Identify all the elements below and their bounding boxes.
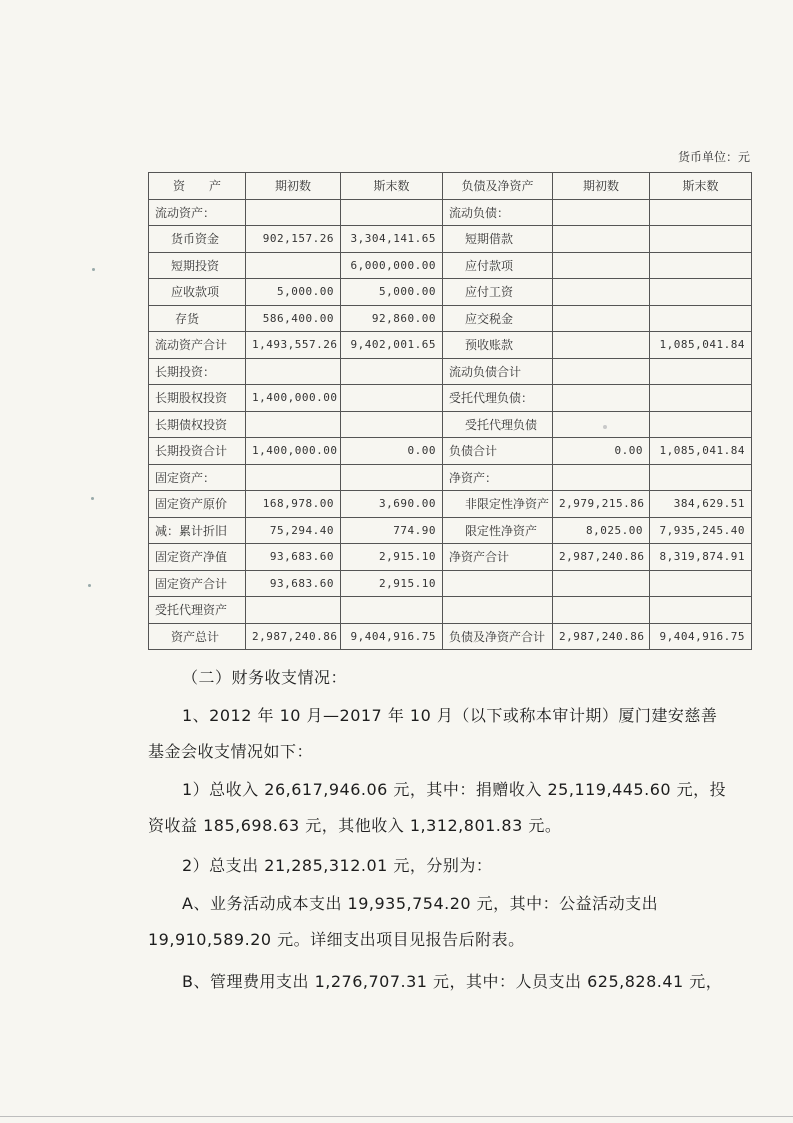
table-cell xyxy=(553,464,650,491)
header-opening: 期初数 xyxy=(246,173,341,200)
table-cell xyxy=(246,411,341,438)
table-row xyxy=(149,226,752,253)
table-cell: 902,157.26 xyxy=(246,226,341,253)
table-cell: 1,400,000.00 xyxy=(246,438,341,465)
table-cell: 固定资产净值 xyxy=(149,544,246,571)
table-row xyxy=(149,279,752,306)
table-cell xyxy=(650,358,752,385)
scan-speck xyxy=(603,425,607,429)
table-cell: 0.00 xyxy=(341,438,443,465)
table-cell xyxy=(246,252,341,279)
table-row xyxy=(149,199,752,226)
table-cell xyxy=(650,411,752,438)
paragraph-4 xyxy=(148,886,754,958)
paragraph-line: 2）总支出 21,285,312.01 元，分别为： xyxy=(182,856,493,875)
table-cell xyxy=(553,199,650,226)
table-cell: 受托代理负债： xyxy=(443,385,553,412)
table-cell: 1,085,041.84 xyxy=(650,438,752,465)
table-cell: 8,319,874.91 xyxy=(650,544,752,571)
table-cell: 短期借款 xyxy=(443,226,553,253)
table-cell: 5,000.00 xyxy=(341,279,443,306)
table-cell xyxy=(341,464,443,491)
table-row xyxy=(149,438,752,465)
table-cell: 7,935,245.40 xyxy=(650,517,752,544)
table-cell: 应付工资 xyxy=(443,279,553,306)
table-cell: 负债合计 xyxy=(443,438,553,465)
table-cell: 586,400.00 xyxy=(246,305,341,332)
table-cell: 应付款项 xyxy=(443,252,553,279)
paragraph-3 xyxy=(148,848,754,884)
table-cell xyxy=(341,411,443,438)
table-cell: 受托代理负债 xyxy=(443,411,553,438)
table-cell xyxy=(553,279,650,306)
table-row xyxy=(149,411,752,438)
table-cell: 流动资产合计 xyxy=(149,332,246,359)
table-cell xyxy=(246,464,341,491)
scan-edge-line xyxy=(0,1116,793,1117)
table-cell: 短期投资 xyxy=(149,252,246,279)
table-cell: 1,085,041.84 xyxy=(650,332,752,359)
table-cell: 非限定性净资产 xyxy=(443,491,553,518)
table-cell xyxy=(341,597,443,624)
table-cell xyxy=(443,570,553,597)
table-cell xyxy=(553,252,650,279)
header-assets: 资 产 xyxy=(149,173,246,200)
paragraph-1 xyxy=(148,698,754,770)
scan-speck xyxy=(88,584,91,587)
table-cell: 预收账款 xyxy=(443,332,553,359)
table-cell: 净资产： xyxy=(443,464,553,491)
table-cell: 长期债权投资 xyxy=(149,411,246,438)
table-cell: 2,987,240.86 xyxy=(246,623,341,650)
table-cell: 负债及净资产合计 xyxy=(443,623,553,650)
paragraph-line: 1、2012 年 10 月—2017 年 10 月（以下或称本审计期）厦门建安慈善 xyxy=(182,706,718,725)
table-cell xyxy=(650,279,752,306)
table-row xyxy=(149,305,752,332)
paragraph-5 xyxy=(148,964,754,1000)
table-cell: 净资产合计 xyxy=(443,544,553,571)
table-cell xyxy=(553,358,650,385)
table-cell xyxy=(650,385,752,412)
table-cell: 93,683.60 xyxy=(246,544,341,571)
table-cell: 存货 xyxy=(149,305,246,332)
paragraph-2 xyxy=(148,772,754,844)
table-cell: 3,304,141.65 xyxy=(341,226,443,253)
table-cell xyxy=(650,252,752,279)
table-cell xyxy=(650,464,752,491)
paragraph-line: A、业务活动成本支出 19,935,754.20 元，其中：公益活动支出 xyxy=(182,894,659,913)
table-cell xyxy=(650,597,752,624)
table-row xyxy=(149,491,752,518)
table-cell: 应交税金 xyxy=(443,305,553,332)
section-heading-text: （二）财务收支情况： xyxy=(182,668,348,687)
table-cell: 2,915.10 xyxy=(341,570,443,597)
table-row xyxy=(149,252,752,279)
table-cell: 受托代理资产 xyxy=(149,597,246,624)
currency-unit-label: 货币单位：元 xyxy=(677,150,750,164)
table-cell: 应收款项 xyxy=(149,279,246,306)
table-cell: 固定资产原价 xyxy=(149,491,246,518)
table-row xyxy=(149,385,752,412)
table-cell xyxy=(650,570,752,597)
scan-speck xyxy=(92,268,95,271)
table-cell: 2,915.10 xyxy=(341,544,443,571)
scan-speck xyxy=(91,497,94,500)
paragraph-line: 1）总收入 26,617,946.06 元，其中：捐赠收入 25,119,445.60 元，投 xyxy=(182,780,727,799)
table-cell: 限定性净资产 xyxy=(443,517,553,544)
paragraph-line: B、管理费用支出 1,276,707.31 元，其中：人员支出 625,828.41 元， xyxy=(182,972,723,991)
table-cell xyxy=(443,597,553,624)
table-cell xyxy=(553,332,650,359)
table-cell xyxy=(650,305,752,332)
paragraph-line: 19,910,589.20 元。详细支出项目见报告后附表。 xyxy=(148,930,525,949)
table-cell: 6,000,000.00 xyxy=(341,252,443,279)
table-row xyxy=(149,464,752,491)
table-cell xyxy=(246,199,341,226)
table-cell xyxy=(650,199,752,226)
table-cell xyxy=(246,358,341,385)
table-cell: 货币资金 xyxy=(149,226,246,253)
header-closing: 斯末数 xyxy=(650,173,752,200)
table-cell: 5,000.00 xyxy=(246,279,341,306)
table-cell: 9,404,916.75 xyxy=(650,623,752,650)
table-cell: 92,860.00 xyxy=(341,305,443,332)
table-cell: 固定资产： xyxy=(149,464,246,491)
table-cell: 0.00 xyxy=(553,438,650,465)
table-cell xyxy=(341,358,443,385)
table-cell xyxy=(553,226,650,253)
paragraph-line: 基金会收支情况如下： xyxy=(148,742,314,761)
table-cell: 长期投资： xyxy=(149,358,246,385)
table-cell: 9,402,001.65 xyxy=(341,332,443,359)
table-cell xyxy=(553,385,650,412)
table-cell: 774.90 xyxy=(341,517,443,544)
table-cell: 长期投资合计 xyxy=(149,438,246,465)
section-heading xyxy=(148,660,754,696)
table-cell: 3,690.00 xyxy=(341,491,443,518)
table-cell: 8,025.00 xyxy=(553,517,650,544)
header-liabilities: 负债及净资产 xyxy=(443,173,553,200)
table-cell xyxy=(553,411,650,438)
table-cell: 流动负债： xyxy=(443,199,553,226)
table-cell: 流动负债合计 xyxy=(443,358,553,385)
table-cell: 长期股权投资 xyxy=(149,385,246,412)
table-cell: 2,979,215.86 xyxy=(553,491,650,518)
header-opening: 期初数 xyxy=(553,173,650,200)
table-row xyxy=(149,358,752,385)
table-cell: 2,987,240.86 xyxy=(553,623,650,650)
table-row xyxy=(149,544,752,571)
paragraph-line: 资收益 185,698.63 元，其他收入 1,312,801.83 元。 xyxy=(148,816,562,835)
table-cell xyxy=(341,199,443,226)
table-cell: 75,294.40 xyxy=(246,517,341,544)
table-cell: 93,683.60 xyxy=(246,570,341,597)
table-cell: 9,404,916.75 xyxy=(341,623,443,650)
table-row xyxy=(149,570,752,597)
table-header-row xyxy=(149,173,752,200)
table-cell: 流动资产： xyxy=(149,199,246,226)
table-row xyxy=(149,517,752,544)
table-cell xyxy=(553,597,650,624)
header-closing: 斯末数 xyxy=(341,173,443,200)
table-cell: 168,978.00 xyxy=(246,491,341,518)
table-row xyxy=(149,623,752,650)
table-row xyxy=(149,597,752,624)
table-cell xyxy=(246,597,341,624)
table-cell xyxy=(650,226,752,253)
table-cell: 减：累计折旧 xyxy=(149,517,246,544)
table-cell: 384,629.51 xyxy=(650,491,752,518)
balance-sheet-table xyxy=(148,172,752,650)
table-cell: 1,493,557.26 xyxy=(246,332,341,359)
table-cell xyxy=(553,570,650,597)
table-cell: 2,987,240.86 xyxy=(553,544,650,571)
table-cell xyxy=(341,385,443,412)
table-row xyxy=(149,332,752,359)
table-cell: 固定资产合计 xyxy=(149,570,246,597)
table-cell: 1,400,000.00 xyxy=(246,385,341,412)
table-cell: 资产总计 xyxy=(149,623,246,650)
table-cell xyxy=(553,305,650,332)
